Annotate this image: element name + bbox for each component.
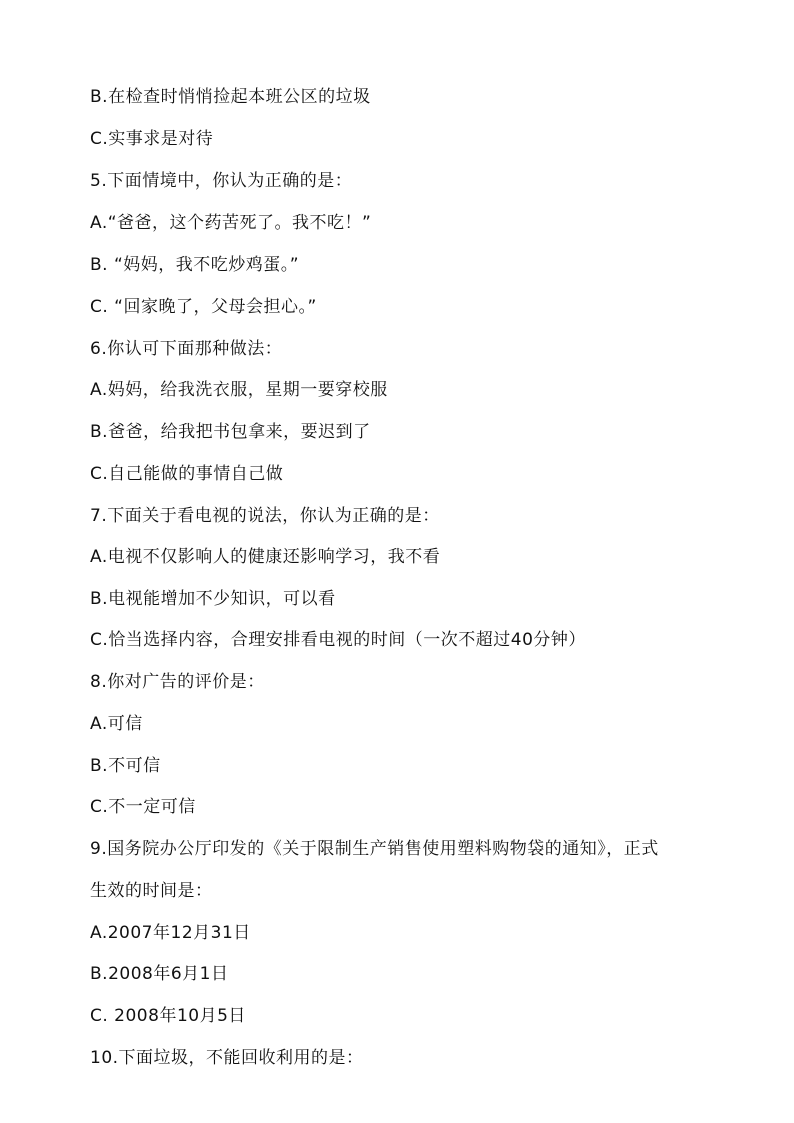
option-5a: A.“爸爸，这个药苦死了。我不吃！” (90, 213, 372, 233)
option-6a: A.妈妈，给我洗衣服，星期一要穿校服 (90, 380, 388, 400)
option-9a: A.2007年12月31日 (90, 923, 251, 943)
question-9: 9.国务院办公厅印发的《关于限制生产销售使用塑料购物袋的通知》，正式 (90, 839, 659, 859)
option-9c: C. 2008年10月5日 (90, 1006, 246, 1026)
option-9b: B.2008年6月1日 (90, 964, 229, 984)
question-5: 5.下面情境中，你认为正确的是： (90, 171, 353, 191)
question-8: 8.你对广告的评价是： (90, 672, 265, 692)
option-4c: C.实事求是对待 (90, 129, 214, 149)
option-4b: B.在检查时悄悄捡起本班公区的垃圾 (90, 87, 371, 107)
option-7b: B.电视能增加不少知识，可以看 (90, 589, 336, 609)
option-6b: B.爸爸，给我把书包拿来，要迟到了 (90, 422, 371, 442)
question-6: 6.你认可下面那种做法： (90, 339, 283, 359)
option-8c: C.不一定可信 (90, 797, 196, 817)
option-8b: B.不可信 (90, 756, 161, 776)
question-9-continued: 生效的时间是： (90, 881, 213, 901)
option-7c: C.恰当选择内容，合理安排看电视的时间（一次不超过40分钟） (90, 630, 586, 650)
option-7a: A.电视不仅影响人的健康还影响学习，我不看 (90, 547, 441, 567)
question-7: 7.下面关于看电视的说法，你认为正确的是： (90, 506, 440, 526)
option-5b: B. “妈妈，我不吃炒鸡蛋。” (90, 255, 300, 275)
option-5c: C. “回家晚了，父母会担心。” (90, 297, 317, 317)
option-8a: A.可信 (90, 714, 143, 734)
option-6c: C.自己能做的事情自己做 (90, 464, 284, 484)
question-10: 10.下面垃圾，不能回收利用的是： (90, 1048, 364, 1068)
